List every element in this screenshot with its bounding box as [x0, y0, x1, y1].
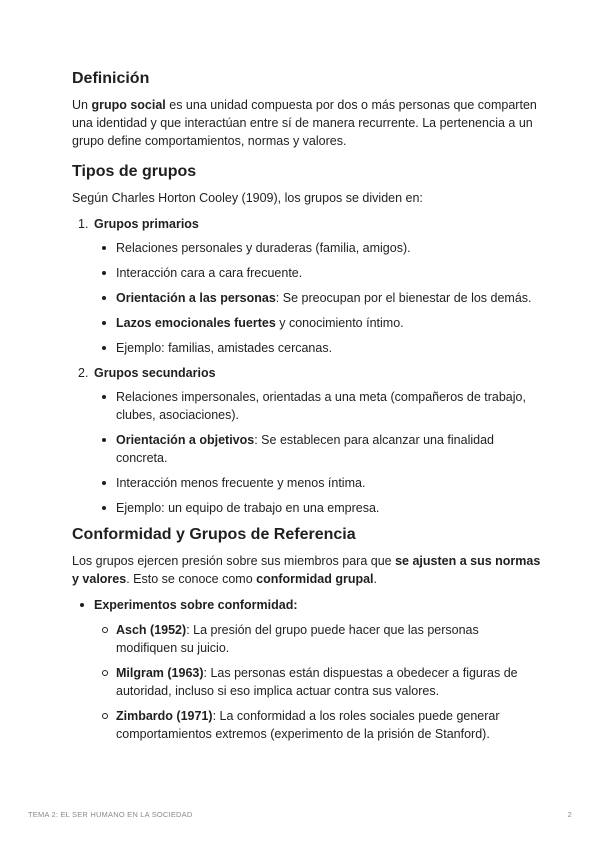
- bullet-icon: [102, 506, 106, 510]
- bullet-icon: [102, 321, 106, 325]
- text: : Se preocupan por el bienestar de los demás.: [275, 291, 532, 305]
- list-item: [72, 499, 542, 517]
- page-footer: [28, 810, 572, 819]
- list-item: [72, 314, 542, 332]
- document-page: [72, 68, 542, 750]
- bold-term: Zimbardo (1971): [116, 709, 213, 723]
- bold-term: Orientación a objetivos: [116, 433, 255, 447]
- list-item: [72, 339, 542, 357]
- text: Relaciones impersonales, orientadas a una meta (compañeros de trabajo, clubes, asociaciones).: [116, 390, 526, 422]
- circle-bullet-icon: [102, 627, 108, 633]
- paragraph-conformidad: [72, 552, 542, 588]
- text: Interacción menos frecuente y menos íntima.: [116, 476, 366, 490]
- list-number: 2.: [78, 366, 89, 380]
- primarios-bullets: [72, 239, 542, 357]
- text: : Se establecen para alcanzar una finalidad concreta.: [116, 433, 494, 465]
- heading-tipos: Tipos de grupos: [72, 163, 197, 180]
- circle-bullet-icon: [102, 670, 108, 676]
- bullet-icon: [80, 603, 84, 607]
- list-label: Grupos primarios: [94, 217, 199, 231]
- conformidad-list: [72, 596, 542, 743]
- list-heading: [78, 215, 542, 233]
- list-item: [72, 388, 542, 424]
- list-item: [72, 431, 542, 467]
- heading-definicion: Definición: [72, 70, 150, 87]
- bold-term: Lazos emocionales fuertes: [116, 316, 276, 330]
- footer-title: TEMA 2: EL SER HUMANO EN LA SOCIEDAD: [28, 810, 193, 819]
- list-item: [94, 707, 542, 743]
- list-item-experimentos: [72, 596, 542, 743]
- list-item: [72, 474, 542, 492]
- bullet-icon: [102, 438, 106, 442]
- list-label: Grupos secundarios: [94, 366, 216, 380]
- page-number: 2: [567, 810, 572, 819]
- circle-bullet-icon: [102, 713, 108, 719]
- bullet-icon: [102, 271, 106, 275]
- bullet-icon: [102, 395, 106, 399]
- list-item-secundarios: [72, 364, 542, 517]
- text: : La conformidad a los roles sociales puede generar comportamientos extremos (experimento de la prisión de Stanford).: [116, 709, 500, 741]
- heading-conformidad: Conformidad y Grupos de Referencia: [72, 526, 356, 543]
- list-label: Experimentos sobre conformidad:: [94, 598, 298, 612]
- text: Un: [72, 98, 92, 112]
- list-item: [72, 289, 542, 307]
- list-item: [94, 664, 542, 700]
- bold-term: Milgram (1963): [116, 666, 204, 680]
- text: Interacción cara a cara frecuente.: [116, 266, 303, 280]
- tipos-list: [72, 215, 542, 517]
- bold-term: conformidad grupal: [256, 572, 374, 586]
- bold-term: Asch (1952): [116, 623, 187, 637]
- bullet-icon: [102, 246, 106, 250]
- experimentos-bullets: [94, 621, 542, 743]
- list-item-primarios: [72, 215, 542, 357]
- secundarios-bullets: [72, 388, 542, 517]
- text: Ejemplo: familias, amistades cercanas.: [116, 341, 333, 355]
- bold-term: grupo social: [91, 98, 166, 112]
- list-item: [72, 239, 542, 257]
- list-item: [94, 621, 542, 657]
- list-item: [72, 264, 542, 282]
- paragraph-tipos-intro: Según Charles Horton Cooley (1909), los grupos se dividen en:: [72, 191, 423, 205]
- text: .: [373, 572, 378, 586]
- bold-term: Orientación a las personas: [116, 291, 276, 305]
- paragraph-definicion: [72, 96, 542, 150]
- list-number: 1.: [78, 217, 89, 231]
- text: y conocimiento íntimo.: [275, 316, 404, 330]
- text: Ejemplo: un equipo de trabajo en una empresa.: [116, 501, 380, 515]
- text: : Las personas están dispuestas a obedecer a figuras de autoridad, incluso si eso implica actuar contra sus valores.: [116, 666, 518, 698]
- bold-term: se ajusten a sus normas y valores: [72, 554, 541, 586]
- text: Los grupos ejercen presión sobre sus miembros para que: [72, 554, 396, 568]
- text: : La presión del grupo puede hacer que las personas modifiquen su juicio.: [116, 623, 479, 655]
- text: Relaciones personales y duraderas (familia, amigos).: [116, 241, 411, 255]
- text: es una unidad compuesta por dos o más personas que comparten una identidad y que interactúan entre sí de manera recurrente. La pertenencia a un grupo define comportamientos, normas y valores.: [72, 98, 537, 148]
- bullet-icon: [102, 296, 106, 300]
- list-heading: [78, 364, 542, 382]
- bullet-icon: [102, 346, 106, 350]
- bullet-icon: [102, 481, 106, 485]
- text: . Esto se conoce como: [126, 572, 257, 586]
